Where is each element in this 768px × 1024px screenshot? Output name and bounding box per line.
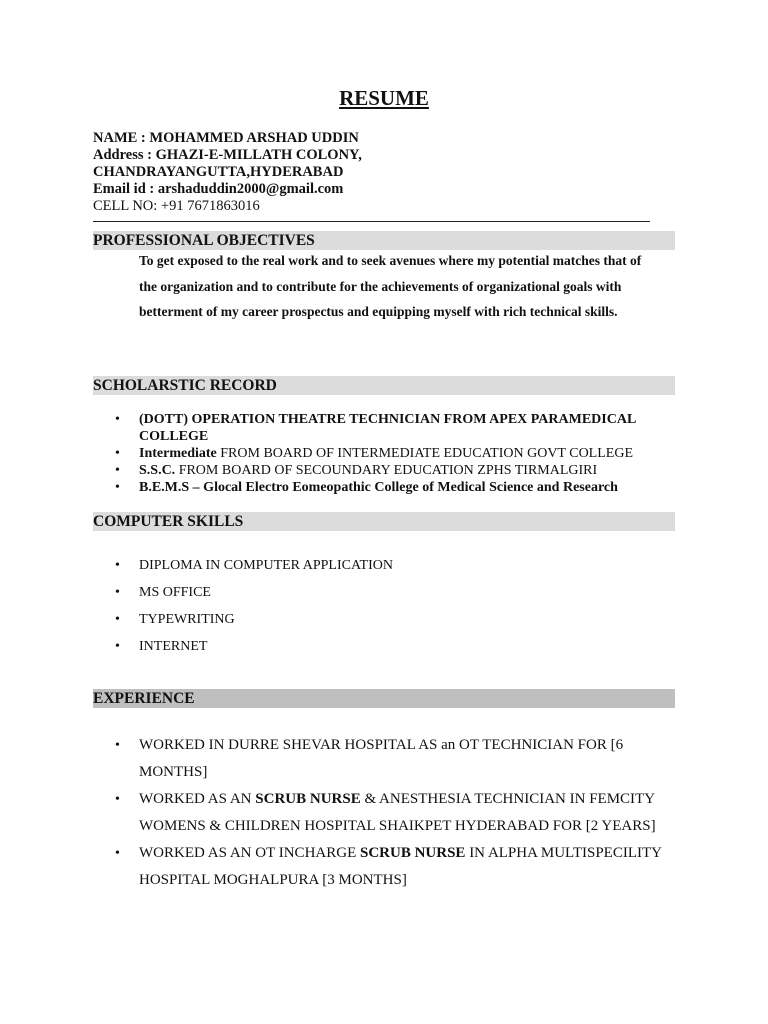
list-item: • Intermediate FROM BOARD OF INTERMEDIATE EDUCATION GOVT COLLEGE bbox=[93, 446, 683, 463]
experience-heading: EXPERIENCE bbox=[93, 689, 675, 708]
cell-line: CELL NO: +91 7671863016 bbox=[93, 198, 260, 214]
scholastic-list bbox=[93, 412, 683, 497]
list-item: • INTERNET bbox=[93, 638, 683, 665]
divider bbox=[93, 221, 650, 222]
experience-list bbox=[93, 732, 693, 894]
list-item: • WORKED AS AN SCRUB NURSE & ANESTHESIA TECHNICIAN IN FEMCITY WOMENS & CHILDREN HOSPITAL SHAIKPET HYDERABAD FOR [2 YEARS] bbox=[93, 786, 693, 840]
address-line-1: Address : GHAZI-E-MILLATH COLONY, bbox=[93, 147, 362, 163]
contact-block bbox=[93, 130, 362, 215]
scholastic-heading: SCHOLARSTIC RECORD bbox=[93, 376, 675, 395]
list-item: • TYPEWRITING bbox=[93, 611, 683, 638]
computer-skills-heading: COMPUTER SKILLS bbox=[93, 512, 675, 531]
list-item: • DIPLOMA IN COMPUTER APPLICATION bbox=[93, 557, 683, 584]
list-item: • (DOTT) OPERATION THEATRE TECHNICIAN FROM APEX PARAMEDICAL COLLEGE bbox=[93, 412, 683, 445]
page-title: RESUME bbox=[339, 86, 429, 110]
list-item: • S.S.C. FROM BOARD OF SECOUNDARY EDUCATION ZPHS TIRMALGIRI bbox=[93, 463, 683, 480]
address-line-2: CHANDRAYANGUTTA,HYDERABAD bbox=[93, 164, 344, 180]
list-item: • MS OFFICE bbox=[93, 584, 683, 611]
objectives-text: To get exposed to the real work and to seek avenues where my potential matches that of the organization and to contribute for the achievements of organizational goals with betterment of my career prospectus and equipping myself with rich technical skills. bbox=[139, 253, 642, 319]
objectives-heading: PROFESSIONAL OBJECTIVES bbox=[93, 231, 675, 250]
computer-skills-list bbox=[93, 557, 683, 665]
list-item: • WORKED AS AN OT INCHARGE SCRUB NURSE IN ALPHA MULTISPECILITY HOSPITAL MOGHALPURA [3 MONTHS] bbox=[93, 840, 693, 894]
email-line: Email id : arshaduddin2000@gmail.com bbox=[93, 181, 344, 197]
name-line: NAME : MOHAMMED ARSHAD UDDIN bbox=[93, 130, 359, 146]
list-item: • B.E.M.S – Glocal Electro Eomeopathic College of Medical Science and Research bbox=[93, 480, 683, 497]
list-item: • WORKED IN DURRE SHEVAR HOSPITAL AS an OT TECHNICIAN FOR [6 MONTHS] bbox=[93, 732, 693, 786]
